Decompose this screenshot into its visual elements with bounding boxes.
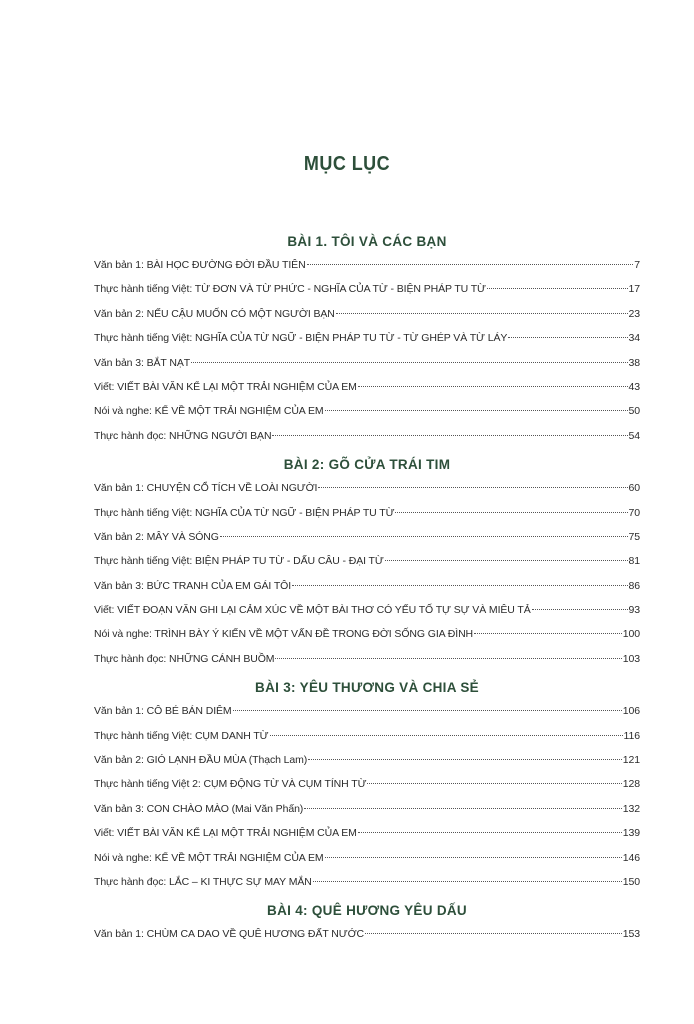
toc-entry-page-number: 100	[622, 628, 640, 641]
toc-entry[interactable]	[94, 927, 640, 951]
toc-entry-page-number: 103	[622, 652, 640, 665]
dot-leader	[308, 759, 622, 760]
toc-entry[interactable]	[94, 530, 640, 554]
dot-leader	[304, 808, 622, 809]
toc-entry-label: Thực hành đọc: LẮC – KI THỰC SỰ MAY MẮN	[94, 875, 312, 888]
toc-entry-label: Viết: VIẾT ĐOẠN VĂN GHI LẠI CẢM XÚC VỀ MỘT BÀI THƠ CÓ YẾU TỐ TỰ SỰ VÀ MIÊU TẢ	[94, 604, 531, 617]
table-of-contents	[94, 232, 640, 954]
toc-entry-page-number: 75	[628, 530, 640, 543]
dot-leader	[292, 585, 627, 586]
toc-entry[interactable]	[94, 875, 640, 899]
toc-entry-label: Thực hành tiếng Việt: TỪ ĐƠN VÀ TỪ PHỨC - NGHĨA CỦA TỪ - BIỆN PHÁP TU TỪ	[94, 283, 486, 296]
dot-leader	[487, 288, 628, 289]
toc-entry-label: Văn bản 3: BẮT NẠT	[94, 356, 191, 369]
toc-entry-label: Văn bản 2: GIÓ LẠNH ĐẦU MÙA (Thạch Lam)	[94, 754, 308, 767]
toc-entry-page-number: 93	[628, 604, 640, 617]
toc-entry-page-number: 70	[628, 506, 640, 519]
toc-entry-label: Nói và nghe: KỂ VỀ MỘT TRẢI NGHIỆM CỦA EM	[94, 851, 324, 864]
dot-leader	[233, 710, 622, 711]
dot-leader	[325, 857, 622, 858]
dot-leader	[220, 536, 628, 537]
dot-leader	[358, 832, 622, 833]
toc-entry-page-number: 54	[628, 429, 640, 442]
lesson-section	[94, 678, 640, 899]
toc-entry-page-number: 7	[634, 259, 640, 271]
toc-entry-label: Thực hành tiếng Việt: CỤM DANH TỪ	[94, 729, 269, 742]
toc-entry-label: Thực hành đọc: NHỮNG CÁNH BUỒM	[94, 652, 275, 665]
toc-entry[interactable]	[94, 753, 640, 777]
dot-leader	[474, 633, 622, 634]
toc-entry-page-number: 81	[628, 555, 640, 568]
toc-entry[interactable]	[94, 506, 640, 530]
dot-leader	[275, 658, 621, 659]
dot-leader	[385, 560, 628, 561]
toc-entry[interactable]	[94, 729, 640, 753]
dot-leader	[272, 435, 627, 436]
lesson-heading: BÀI 3: YÊU THƯƠNG VÀ CHIA SẺ	[255, 680, 479, 696]
lesson-heading: BÀI 1. TÔI VÀ CÁC BẠN	[287, 234, 447, 249]
toc-entry[interactable]	[94, 307, 640, 331]
toc-entry[interactable]	[94, 627, 640, 651]
toc-entry-page-number: 86	[628, 579, 640, 592]
dot-leader	[318, 487, 627, 488]
toc-entry-label: Thực hành tiếng Việt: NGHĨA CỦA TỪ NGỮ - BIỆN PHÁP TU TỪ - TỪ GHÉP VÀ TỪ LÁY	[94, 332, 508, 345]
toc-entry[interactable]	[94, 777, 640, 801]
toc-entry[interactable]	[94, 331, 640, 355]
dot-leader	[191, 362, 627, 363]
toc-entry-page-number: 34	[628, 332, 640, 345]
dot-leader	[367, 783, 621, 784]
toc-entry[interactable]	[94, 579, 640, 603]
toc-entry[interactable]	[94, 826, 640, 850]
toc-entry[interactable]	[94, 429, 640, 453]
dot-leader	[313, 881, 622, 882]
dot-leader	[508, 337, 627, 338]
toc-entry[interactable]	[94, 404, 640, 428]
dot-leader	[325, 410, 628, 411]
toc-entry[interactable]	[94, 282, 640, 306]
toc-entry[interactable]	[94, 851, 640, 875]
lesson-section	[94, 455, 640, 676]
dot-leader	[270, 735, 623, 736]
dot-leader	[365, 933, 622, 934]
page-title: MỤC LỤC	[303, 153, 391, 175]
lesson-section	[94, 232, 640, 453]
toc-entry-page-number: 132	[622, 802, 640, 815]
toc-entry-page-number: 50	[628, 405, 640, 418]
toc-entry-page-number: 116	[623, 729, 640, 742]
toc-entry-page-number: 146	[622, 851, 640, 864]
toc-entry-page-number: 106	[622, 705, 640, 718]
toc-entry-label: Văn bản 1: CÔ BÉ BÁN DIÊM	[94, 705, 232, 718]
toc-entry-label: Viết: VIẾT BÀI VĂN KỂ LẠI MỘT TRẢI NGHIỆM CỦA EM	[94, 827, 357, 840]
toc-entry-label: Văn bản 3: CON CHÀO MÀO (Mai Văn Phấn)	[94, 802, 304, 815]
toc-entry-label: Thực hành đọc: NHỮNG NGƯỜI BẠN	[94, 429, 272, 442]
toc-entry-page-number: 23	[628, 307, 640, 320]
dot-leader	[336, 313, 628, 314]
toc-entry[interactable]	[94, 380, 640, 404]
toc-entry-label: Thực hành tiếng Việt: NGHĨA CỦA TỪ NGỮ - BIỆN PHÁP TU TỪ	[94, 506, 395, 519]
lesson-heading: BÀI 4: QUÊ HƯƠNG YÊU DẤU	[267, 903, 467, 919]
toc-entry[interactable]	[94, 481, 640, 505]
toc-entry-label: Văn bản 1: BÀI HỌC ĐƯỜNG ĐỜI ĐẦU TIÊN	[94, 259, 306, 271]
toc-entry[interactable]	[94, 356, 640, 380]
toc-entry-page-number: 60	[628, 482, 640, 495]
toc-entry-label: Văn bản 1: CHUYỆN CỔ TÍCH VỀ LOÀI NGƯỜI	[94, 482, 318, 495]
dot-leader	[358, 386, 628, 387]
toc-entry-label: Nói và nghe: KỂ VỀ MỘT TRẢI NGHIỆM CỦA EM	[94, 405, 324, 418]
toc-entry-page-number: 43	[628, 380, 640, 393]
toc-entry-page-number: 17	[628, 283, 640, 296]
lesson-section	[94, 901, 640, 951]
toc-entry[interactable]	[94, 652, 640, 676]
dot-leader	[307, 264, 634, 265]
toc-entry[interactable]	[94, 603, 640, 627]
toc-entry[interactable]	[94, 704, 640, 728]
dot-leader	[395, 512, 627, 513]
dot-leader	[532, 609, 628, 610]
toc-entry-page-number: 150	[622, 875, 640, 888]
toc-entry-label: Viết: VIẾT BÀI VĂN KỂ LẠI MỘT TRẢI NGHIỆM CỦA EM	[94, 380, 357, 393]
toc-entry-label: Văn bản 2: NẾU CẬU MUỐN CÓ MỘT NGƯỜI BẠN	[94, 307, 335, 320]
toc-entry-label: Thực hành tiếng Việt 2: CỤM ĐỘNG TỪ VÀ CỤM TÍNH TỪ	[94, 778, 367, 791]
toc-entry-page-number: 128	[622, 778, 640, 791]
toc-entry-label: Văn bản 3: BỨC TRANH CỦA EM GÁI TÔI	[94, 579, 292, 592]
toc-entry[interactable]	[94, 258, 640, 282]
toc-entry-page-number: 153	[622, 928, 640, 941]
toc-entry-label: Nói và nghe: TRÌNH BÀY Ý KIẾN VỀ MỘT VẤN ĐỀ TRONG ĐỜI SỐNG GIA ĐÌNH	[94, 628, 474, 641]
toc-entry[interactable]	[94, 554, 640, 578]
toc-entry-page-number: 121	[622, 754, 640, 767]
toc-entry-page-number: 139	[622, 827, 640, 840]
toc-entry-label: Văn bản 2: MÂY VÀ SÓNG	[94, 530, 219, 543]
toc-entry-page-number: 38	[628, 356, 640, 369]
toc-entry-label: Văn bản 1: CHÙM CA DAO VỀ QUÊ HƯƠNG ĐẤT NƯỚC	[94, 928, 364, 941]
toc-entry-label: Thực hành tiếng Việt: BIỆN PHÁP TU TỪ - DẤU CÂU - ĐẠI TỪ	[94, 555, 384, 568]
lesson-heading: BÀI 2: GÕ CỬA TRÁI TIM	[283, 457, 451, 473]
toc-entry[interactable]	[94, 802, 640, 826]
